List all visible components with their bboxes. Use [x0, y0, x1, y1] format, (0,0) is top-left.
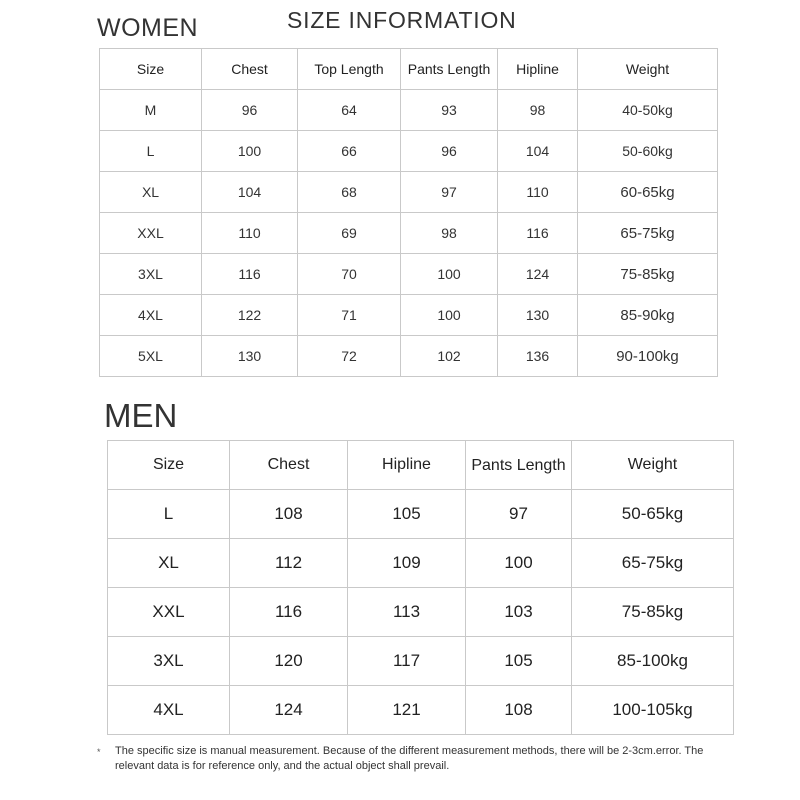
- table-cell: 4XL: [108, 686, 230, 735]
- table-cell: 50-65kg: [572, 490, 734, 539]
- measurement-footnote: The specific size is manual measurement. Because of the different measurement methods, there will be 2-3cm.error. The relevant data is for reference only, and the actual object shall prevail.: [115, 745, 704, 772]
- table-cell: 50-60kg: [578, 131, 718, 172]
- table-row: [108, 490, 734, 539]
- table-cell: 70: [298, 254, 401, 295]
- table-row: [100, 213, 718, 254]
- table-cell: 65-75kg: [572, 539, 734, 588]
- table-cell: 116: [202, 254, 298, 295]
- column-header: Size: [100, 49, 202, 90]
- table-row: [108, 637, 734, 686]
- table-cell: 66: [298, 131, 401, 172]
- table-cell: 3XL: [100, 254, 202, 295]
- table-cell: 116: [230, 588, 348, 637]
- table-cell: 72: [298, 336, 401, 377]
- table-cell: 96: [202, 90, 298, 131]
- table-cell: 108: [466, 686, 572, 735]
- men-section-label: MEN: [104, 397, 178, 434]
- column-header: Top Length: [298, 49, 401, 90]
- table-header-row: [100, 49, 718, 90]
- table-cell: 124: [498, 254, 578, 295]
- table-header-row: [108, 441, 734, 490]
- table-cell: 64: [298, 90, 401, 131]
- table-cell: 4XL: [100, 295, 202, 336]
- table-cell: 90-100kg: [578, 336, 718, 377]
- table-cell: 112: [230, 539, 348, 588]
- table-row: [100, 131, 718, 172]
- table-cell: 85-90kg: [578, 295, 718, 336]
- table-row: [100, 336, 718, 377]
- table-cell: 108: [230, 490, 348, 539]
- table-cell: 117: [348, 637, 466, 686]
- table-cell: L: [100, 131, 202, 172]
- column-header: Size: [108, 441, 230, 490]
- table-cell: 75-85kg: [572, 588, 734, 637]
- table-cell: 65-75kg: [578, 213, 718, 254]
- table-row: [108, 539, 734, 588]
- table-cell: 120: [230, 637, 348, 686]
- table-row: [108, 686, 734, 735]
- table-cell: 124: [230, 686, 348, 735]
- table-cell: 121: [348, 686, 466, 735]
- table-cell: M: [100, 90, 202, 131]
- table-cell: 60-65kg: [578, 172, 718, 213]
- column-header: Weight: [578, 49, 718, 90]
- column-header: Hipline: [498, 49, 578, 90]
- table-cell: XXL: [100, 213, 202, 254]
- table-cell: 71: [298, 295, 401, 336]
- women-section-label: WOMEN: [97, 14, 199, 42]
- table-cell: 100: [466, 539, 572, 588]
- table-cell: 3XL: [108, 637, 230, 686]
- table-cell: 105: [348, 490, 466, 539]
- men-size-table: [107, 440, 734, 735]
- table-cell: 113: [348, 588, 466, 637]
- table-row: [100, 172, 718, 213]
- table-cell: 104: [202, 172, 298, 213]
- women-size-table: [99, 48, 718, 377]
- table-cell: 122: [202, 295, 298, 336]
- table-cell: 110: [202, 213, 298, 254]
- table-cell: 104: [498, 131, 578, 172]
- table-cell: XXL: [108, 588, 230, 637]
- table-cell: 116: [498, 213, 578, 254]
- table-cell: 97: [466, 490, 572, 539]
- table-cell: 130: [202, 336, 298, 377]
- table-cell: 100: [401, 254, 498, 295]
- table-cell: 5XL: [100, 336, 202, 377]
- table-cell: 40-50kg: [578, 90, 718, 131]
- table-cell: 100: [202, 131, 298, 172]
- table-cell: 98: [401, 213, 498, 254]
- table-cell: 85-100kg: [572, 637, 734, 686]
- table-cell: 69: [298, 213, 401, 254]
- table-row: [100, 90, 718, 131]
- column-header: Weight: [572, 441, 734, 490]
- table-cell: XL: [100, 172, 202, 213]
- table-cell: 97: [401, 172, 498, 213]
- table-cell: 98: [498, 90, 578, 131]
- page-title: SIZE INFORMATION: [287, 7, 517, 33]
- table-cell: 105: [466, 637, 572, 686]
- table-cell: L: [108, 490, 230, 539]
- table-cell: 102: [401, 336, 498, 377]
- table-cell: 100-105kg: [572, 686, 734, 735]
- column-header: Pants Length: [466, 441, 572, 490]
- table-cell: 93: [401, 90, 498, 131]
- table-row: [100, 254, 718, 295]
- table-cell: 136: [498, 336, 578, 377]
- table-cell: 109: [348, 539, 466, 588]
- column-header: Chest: [230, 441, 348, 490]
- table-row: [108, 588, 734, 637]
- table-cell: 103: [466, 588, 572, 637]
- table-cell: 75-85kg: [578, 254, 718, 295]
- footnote-marker: *: [97, 747, 101, 757]
- table-cell: XL: [108, 539, 230, 588]
- column-header: Pants Length: [401, 49, 498, 90]
- table-row: [100, 295, 718, 336]
- table-cell: 68: [298, 172, 401, 213]
- table-cell: 130: [498, 295, 578, 336]
- table-cell: 100: [401, 295, 498, 336]
- table-cell: 110: [498, 172, 578, 213]
- table-cell: 96: [401, 131, 498, 172]
- column-header: Chest: [202, 49, 298, 90]
- column-header: Hipline: [348, 441, 466, 490]
